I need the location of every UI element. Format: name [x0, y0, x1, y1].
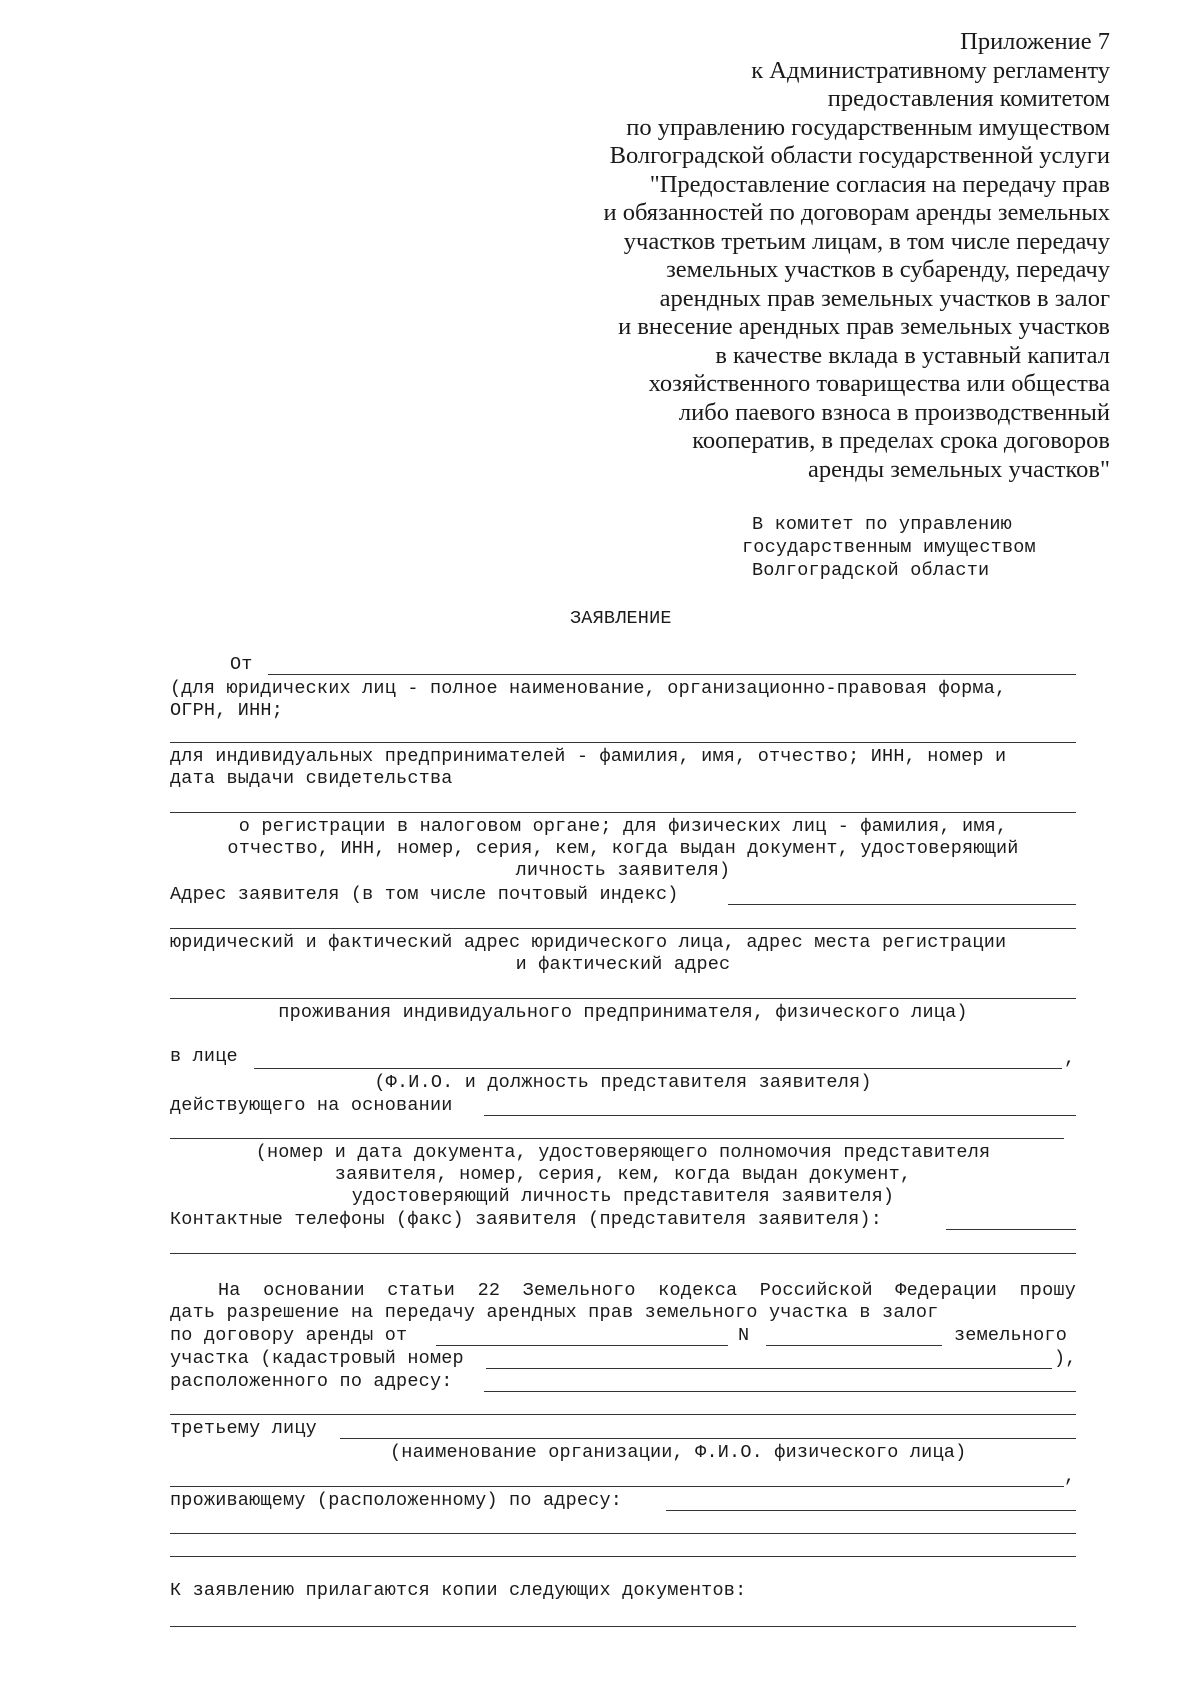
request-paragraph: На основании статьи 22 Земельного кодекса Российской Федерации прошу — [218, 1280, 1076, 1301]
located-label: расположенного по адресу: — [170, 1371, 453, 1392]
address-line[interactable] — [170, 998, 1076, 999]
addressee-line-1: В комитет по управлению — [752, 514, 1012, 535]
appendix-line: Волгоградской области государственной услуги — [609, 142, 1110, 169]
residing-line[interactable] — [170, 1556, 1076, 1557]
applicant-hint: для индивидуальных предпринимателей - фамилия, имя, отчество; ИНН, номер и — [170, 746, 1007, 767]
applicant-hint: о регистрации в налоговом органе; для физических лиц - фамилия, имя, — [238, 816, 1008, 837]
request-paragraph: дать разрешение на передачу арендных прав земельного участка в залог — [170, 1302, 939, 1323]
attachments-line[interactable] — [170, 1626, 1076, 1627]
basis-hint: заявителя, номер, серия, кем, когда выдан документ, — [334, 1164, 912, 1185]
applicant-hint: ОГРН, ИНН; — [170, 700, 284, 721]
third-party-label: третьему лицу — [170, 1418, 317, 1439]
basis-input-line[interactable] — [484, 1115, 1076, 1116]
land-label: земельного — [954, 1325, 1068, 1346]
basis-hint: (номер и дата документа, удостоверяющего полномочия представителя — [255, 1142, 991, 1163]
addressee-line-3: Волгоградской области — [752, 560, 990, 581]
appendix-line: либо паевого взноса в производственный — [678, 398, 1110, 426]
rep-comma: , — [1064, 1048, 1076, 1069]
residing-input-line[interactable] — [666, 1510, 1076, 1511]
address-line[interactable] — [170, 928, 1076, 929]
appendix-line: арендных прав земельных участков в залог — [659, 284, 1110, 312]
document-title: ЗАЯВЛЕНИЕ — [570, 608, 672, 629]
contract-date-line[interactable] — [436, 1345, 728, 1346]
phones-label: Контактные телефоны (факс) заявителя (представителя заявителя): — [170, 1209, 883, 1230]
applicant-line[interactable] — [170, 742, 1076, 743]
appendix-line: и внесение арендных прав земельных участков — [618, 313, 1110, 340]
residing-label: проживающему (расположенному) по адресу: — [170, 1490, 623, 1511]
applicant-hint: личность заявителя) — [515, 860, 731, 881]
address-label: Адрес заявителя (в том числе почтовый индекс) — [170, 884, 679, 905]
appendix-line: хозяйственного товарищества или общества — [648, 370, 1110, 397]
cadastral-label: участка (кадастровый номер — [170, 1348, 464, 1369]
rep-line[interactable] — [254, 1068, 1062, 1069]
appendix-line: кооператив, в пределах срока договоров — [692, 427, 1110, 454]
appendix-line: аренды земельных участков" — [808, 455, 1110, 483]
basis-hint: удостоверяющий личность представителя заявителя) — [351, 1186, 895, 1207]
cadastral-input-line[interactable] — [486, 1368, 1052, 1369]
appendix-line: в качестве вклада в уставный капитал — [715, 341, 1110, 369]
third-party-input-line[interactable] — [340, 1438, 1076, 1439]
contract-label: по договору аренды от — [170, 1325, 408, 1346]
located-line[interactable] — [170, 1414, 1076, 1415]
addressee-line-2: государственным имуществом — [742, 537, 1036, 558]
third-party-hint: (наименование организации, Ф.И.О. физического лица) — [390, 1442, 967, 1463]
phones-line[interactable] — [170, 1253, 1076, 1254]
third-party-line[interactable] — [170, 1486, 1064, 1487]
contract-number-line[interactable] — [766, 1345, 942, 1346]
appendix-line: участков третьим лицам, в том числе передачу — [623, 227, 1110, 255]
located-input-line[interactable] — [484, 1391, 1076, 1392]
from-label: От — [230, 654, 253, 675]
appendix-line: к Административному регламенту — [751, 56, 1110, 84]
cadastral-close: ), — [1054, 1348, 1077, 1369]
appendix-header — [560, 28, 1110, 484]
applicant-hint: отчество, ИНН, номер, серия, кем, когда выдан документ, удостоверяющий — [227, 838, 1019, 859]
residing-line[interactable] — [170, 1533, 1076, 1534]
third-party-comma: , — [1064, 1466, 1076, 1487]
appendix-line: "Предоставление согласия на передачу прав — [649, 170, 1110, 198]
number-label: N — [738, 1325, 750, 1346]
attachments-label: К заявлению прилагаются копии следующих документов: — [170, 1580, 747, 1601]
phones-input-line[interactable] — [946, 1229, 1076, 1230]
basis-label: действующего на основании — [170, 1095, 453, 1116]
appendix-line: земельных участков в субаренду, передачу — [666, 256, 1110, 283]
address-hint: проживания индивидуального предпринимателя, физического лица) — [278, 1002, 968, 1023]
appendix-line: Приложение 7 — [960, 28, 1110, 55]
appendix-line: по управлению государственным имуществом — [626, 113, 1110, 141]
address-hint: и фактический адрес — [515, 954, 731, 975]
rep-hint: (Ф.И.О. и должность представителя заявителя) — [374, 1072, 872, 1093]
appendix-line: и обязанностей по договорам аренды земельных — [603, 199, 1110, 226]
appendix-line: предоставления комитетом — [827, 85, 1110, 112]
basis-line[interactable] — [170, 1138, 1064, 1139]
applicant-name-line[interactable] — [268, 674, 1076, 675]
applicant-line[interactable] — [170, 812, 1076, 813]
rep-label: в лице — [170, 1046, 238, 1067]
address-hint: юридический и фактический адрес юридического лица, адрес места регистрации — [170, 932, 1007, 953]
address-input-line[interactable] — [728, 904, 1076, 905]
applicant-hint: (для юридических лиц - полное наименование, организационно-правовая форма, — [170, 678, 1007, 699]
applicant-hint: дата выдачи свидетельства — [170, 768, 453, 789]
